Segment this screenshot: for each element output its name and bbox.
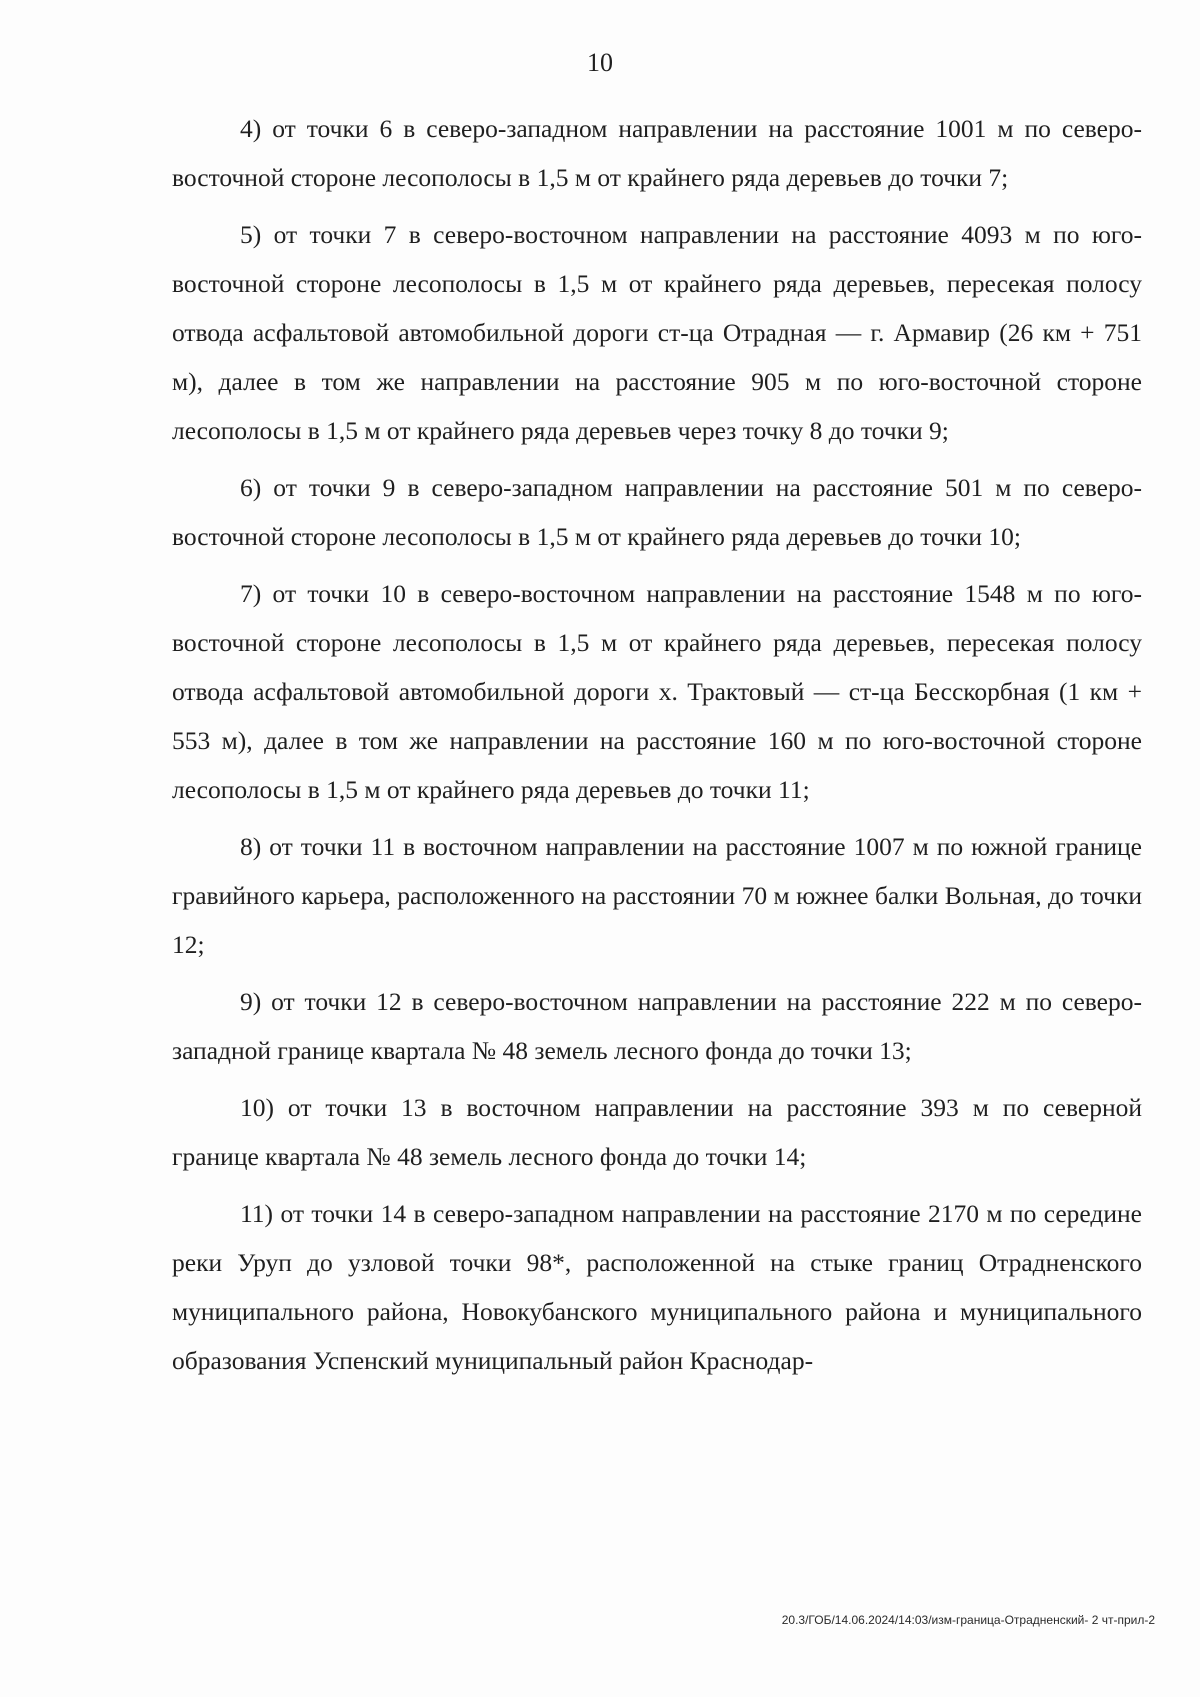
page-number: 10 (587, 48, 613, 77)
paragraph-item-10: 10) от точки 13 в восточном направлении на расстояние 393 м по северной границе квартала № 48 земель лесного фонда до точки 14; (172, 1093, 1142, 1171)
paragraph-item-8: 8) от точки 11 в восточном направлении на расстояние 1007 м по южной границе гравийного карьера, расположенного на расстоянии 70 м южнее балки Вольная, до точки 12; (172, 832, 1142, 959)
paragraph-item-5: 5) от точки 7 в северо-восточном направлении на расстояние 4093 м по юго-восточной стороне лесополосы в 1,5 м от крайнего ряда деревьев, пересекая полосу отвода асфальтовой автомобильной дороги ст-ца Отрадная — г. Армавир (26 км + 751 м), далее в том же направлении на расстояние 905 м по юго-восточной стороне лесополосы в 1,5 м от крайнего ряда деревьев через точку 8 до точки 9; (172, 220, 1142, 445)
paragraph-item-7: 7) от точки 10 в северо-восточном направлении на расстояние 1548 м по юго-восточной стороне лесополосы в 1,5 м от крайнего ряда деревьев, пересекая полосу отвода асфальтовой автомобильной дороги х. Трактовый — ст-ца Бесскорбная (1 км + 553 м), далее в том же направлении на расстояние 160 м по юго-восточной стороне лесополосы в 1,5 м от крайнего ряда деревьев до точки 11; (172, 579, 1142, 804)
paragraph-item-4: 4) от точки 6 в северо-западном направлении на расстояние 1001 м по северо-восточной стороне лесополосы в 1,5 м от крайнего ряда деревьев до точки 7; (172, 114, 1142, 192)
paragraph-item-9: 9) от точки 12 в северо-восточном направлении на расстояние 222 м по северо-западной границе квартала № 48 земель лесного фонда до точки 13; (172, 987, 1142, 1065)
document-body (172, 104, 1142, 1393)
document-footer-code: 20.3/ГОБ/14.06.2024/14:03/изм-граница-Отрадненский- 2 чт-прил-2 (781, 1613, 1155, 1627)
paragraph-item-11: 11) от точки 14 в северо-западном направлении на расстояние 2170 м по середине реки Уруп до узловой точки 98*, расположенной на стыке границ Отрадненского муниципального района, Новокубанского муниципального района и муниципального образования Успенский муниципальный район Краснодар- (172, 1199, 1142, 1375)
paragraph-item-6: 6) от точки 9 в северо-западном направлении на расстояние 501 м по северо-восточной стороне лесополосы в 1,5 м от крайнего ряда деревьев до точки 10; (172, 473, 1142, 551)
